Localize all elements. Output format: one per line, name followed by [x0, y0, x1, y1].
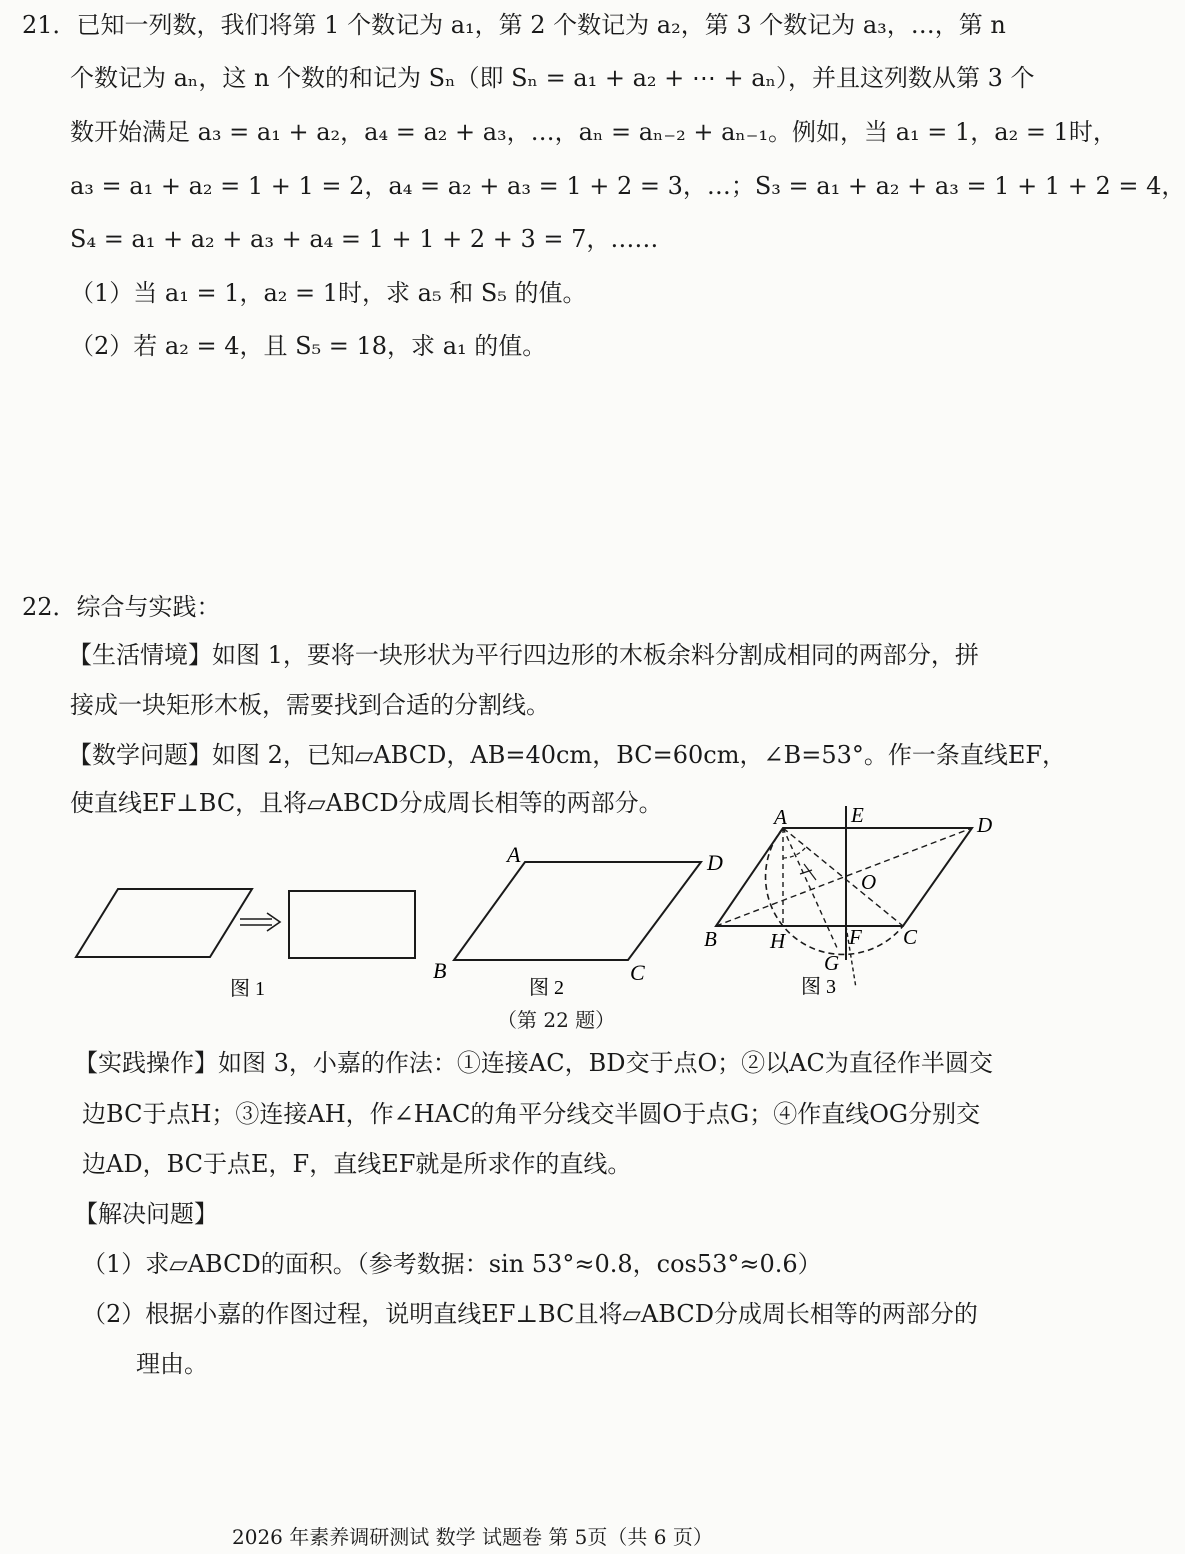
q21-line-3: 数开始满足 a₃ = a₁ + a₂，a₄ = a₂ + a₃，…，aₙ = aₙ₋₂ + aₙ₋₁。例如，当 a₁ = 1，a₂ = 1时， [70, 118, 1117, 146]
q22-solve-1: （1）求▱ABCD的面积。（参考数据：sin 53°≈0.8，cos53°≈0.6） [82, 1250, 822, 1278]
q22-solve-label: 【解决问题】 [74, 1200, 218, 1228]
q22-context-line-1 [68, 640, 979, 670]
practice-label: 【实践操作】 [74, 1049, 218, 1077]
q21-line-4: a₃ = a₁ + a₂ = 1 + 1 = 2，a₄ = a₂ + a₃ = 1 + 2 = 3，…；S₃ = a₁ + a₂ + a₃ = 1 + 1 + 2 = 4， [70, 172, 1185, 200]
fig3-label-D: D [977, 813, 993, 837]
fig1-caption: 图 1 [230, 978, 265, 1000]
fig3-label-F: F [849, 925, 862, 949]
context-text-1: 如图 1，要将一块形状为平行四边形的木板余料分割成相同的两部分，拼 [212, 641, 979, 669]
fig3-label-E: E [851, 803, 864, 827]
q22-number: 22． [22, 593, 77, 621]
fig3-label-O: O [861, 870, 877, 894]
problem-text-1: 如图 2，已知▱ABCD，AB=40cm，BC=60cm，∠B=53°。作一条直线EF， [212, 741, 1067, 769]
fig3-label-C: C [903, 925, 918, 949]
figure-group-caption: （第 22 题） [497, 1008, 616, 1032]
q22-solve-2a: （2）根据小嘉的作图过程，说明直线EF⊥BC且将▱ABCD分成周长相等的两部分的 [82, 1300, 978, 1328]
q22-context-line-2: 接成一块矩形木板，需要找到合适的分割线。 [70, 691, 550, 719]
fig3-label-B: B [704, 927, 717, 951]
fig3-caption: 图 3 [801, 976, 836, 998]
q21-line-5: S₄ = a₁ + a₂ + a₃ + a₄ = 1 + 1 + 2 + 3 = 7，…… [70, 225, 659, 253]
fig2-label-D: D [707, 850, 723, 875]
q22-problem-line-1 [68, 740, 1066, 770]
fig3-semicircle [766, 828, 903, 954]
practice-text-1: 如图 3，小嘉的作法：①连接AC，BD交于点O；②以AC为直径作半圆交 [218, 1049, 993, 1077]
fig2-parallelogram [454, 862, 701, 960]
page-footer: 2026 年素养调研测试 数学 试题卷 第 5页（共 6 页） [232, 1525, 713, 1549]
fig1-parallelogram [76, 889, 252, 957]
figure-2 [425, 842, 745, 1012]
figure-1 [60, 875, 440, 1005]
q21-sub-2: （2）若 a₂ = 4，且 S₅ = 18，求 a₁ 的值。 [70, 332, 547, 360]
fig3-diagonal-BD [716, 828, 972, 926]
fig1-arrow-icon [240, 913, 280, 931]
q22-practice-line-2: 边BC于点H；③连接AH，作∠HAC的角平分线交半圆O于点G；④作直线OG分别交 [82, 1100, 981, 1128]
fig2-label-A: A [507, 842, 521, 867]
q21-sub-1: （1）当 a₁ = 1，a₂ = 1时，求 a₅ 和 S₅ 的值。 [70, 279, 587, 307]
q22-solve-2b: 理由。 [136, 1350, 208, 1378]
q21-line-2: 个数记为 aₙ，这 n 个数的和记为 Sₙ（即 Sₙ = a₁ + a₂ + ⋯ + aₙ），并且这列数从第 3 个 [70, 64, 1035, 92]
q22-practice-line-3: 边AD，BC于点E，F，直线EF就是所求作的直线。 [82, 1150, 632, 1178]
problem-label: 【数学问题】 [68, 741, 212, 769]
fig3-label-H: H [770, 929, 786, 953]
context-label: 【生活情境】 [68, 641, 212, 669]
fig3-bisector-AG [783, 828, 838, 950]
fig3-label-G: G [824, 951, 840, 975]
q22-problem-line-2: 使直线EF⊥BC，且将▱ABCD分成周长相等的两部分。 [70, 789, 663, 817]
figure-3 [700, 800, 1000, 1005]
fig3-label-A: A [774, 805, 787, 829]
q21-text-1: 已知一列数，我们将第 1 个数记为 a₁，第 2 个数记为 a₂，第 3 个数记为 a₃，…，第 n [76, 11, 1006, 39]
fig3-diagonal-AC [783, 828, 903, 926]
fig2-label-B: B [433, 958, 447, 983]
q21-line-1 [22, 10, 1006, 40]
fig1-rectangle [289, 891, 415, 958]
q21-number: 21． [22, 11, 77, 39]
fig2-caption: 图 2 [529, 977, 564, 999]
fig2-label-C: C [630, 960, 645, 985]
q22-line-title [22, 592, 221, 622]
q22-title: 综合与实践： [76, 593, 221, 621]
q22-practice-line-1 [74, 1048, 993, 1078]
